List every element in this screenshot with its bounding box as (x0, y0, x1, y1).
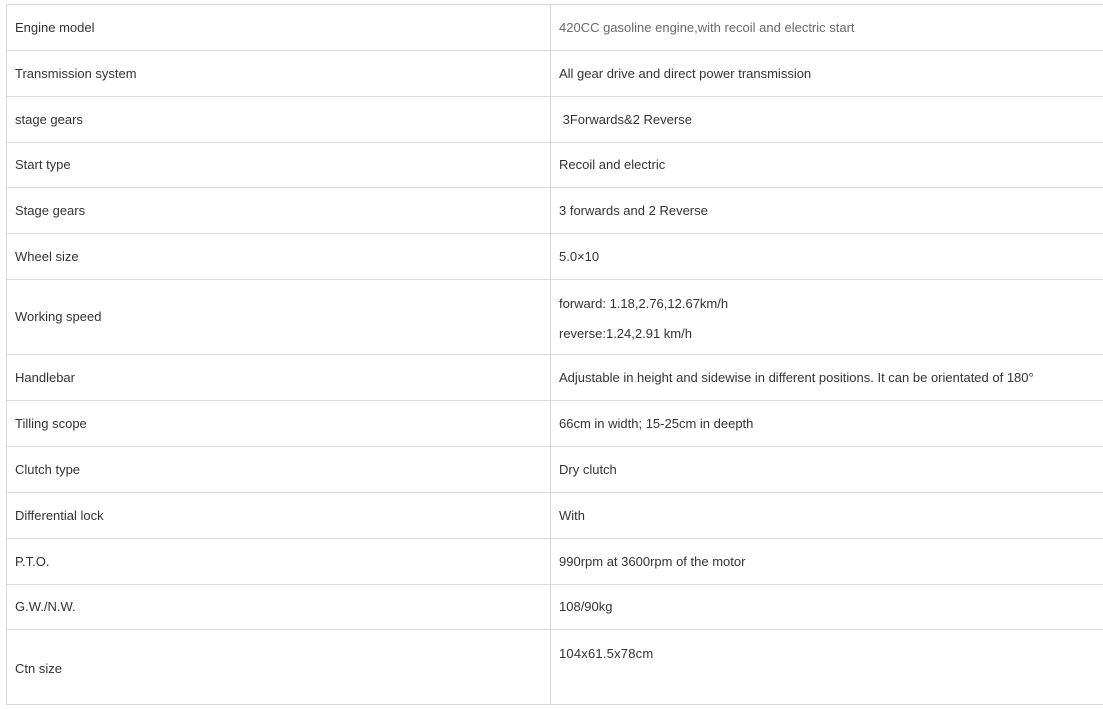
spec-value (551, 280, 1103, 355)
spec-value: Adjustable in height and sidewise in different positions. It can be orientated of 180° (551, 355, 1103, 401)
table-row (7, 493, 1103, 539)
spec-value: 66cm in width; 15-25cm in deepth (551, 401, 1103, 447)
spec-label: Handlebar (7, 355, 551, 401)
spec-value: Dry clutch (551, 447, 1103, 493)
table-row (7, 539, 1103, 585)
spec-value: 3 forwards and 2 Reverse (551, 188, 1103, 234)
spec-value: Recoil and electric (551, 143, 1103, 188)
table-row (7, 447, 1103, 493)
spec-label: Differential lock (7, 493, 551, 539)
table-row (7, 234, 1103, 280)
spec-label: Wheel size (7, 234, 551, 280)
spec-label: Clutch type (7, 447, 551, 493)
spec-value: 5.0×10 (551, 234, 1103, 280)
spec-value: 990rpm at 3600rpm of the motor (551, 539, 1103, 585)
spec-label: Engine model (7, 5, 551, 51)
spec-label: Tilling scope (7, 401, 551, 447)
spec-label: stage gears (7, 97, 551, 143)
speed-reverse: reverse:1.24,2.91 km/h (559, 325, 692, 341)
table-row (7, 5, 1103, 51)
table-row (7, 585, 1103, 630)
spec-value: All gear drive and direct power transmission (551, 51, 1103, 97)
spec-value: 104x61.5x78cm (551, 630, 1103, 705)
table-row (7, 51, 1103, 97)
spec-label: G.W./N.W. (7, 585, 551, 630)
spec-label: Working speed (7, 280, 551, 355)
table-row (7, 280, 1103, 355)
speed-forward: forward: 1.18,2.76,12.67km/h (559, 295, 729, 311)
spec-value: With (551, 493, 1103, 539)
spec-table (6, 4, 1103, 705)
spec-value: 3Forwards&2 Reverse (551, 97, 1103, 143)
table-row (7, 401, 1103, 447)
spec-value: 108/90kg (551, 585, 1103, 630)
spec-label: P.T.O. (7, 539, 551, 585)
spec-label: Start type (7, 143, 551, 188)
spec-label: Ctn size (7, 630, 551, 705)
spec-label: Stage gears (7, 188, 551, 234)
table-row (7, 97, 1103, 143)
table-row (7, 143, 1103, 188)
spec-value: 420CC gasoline engine,with recoil and electric start (551, 5, 1103, 51)
table-row (7, 188, 1103, 234)
table-row (7, 630, 1103, 705)
table-row (7, 355, 1103, 401)
spec-label: Transmission system (7, 51, 551, 97)
